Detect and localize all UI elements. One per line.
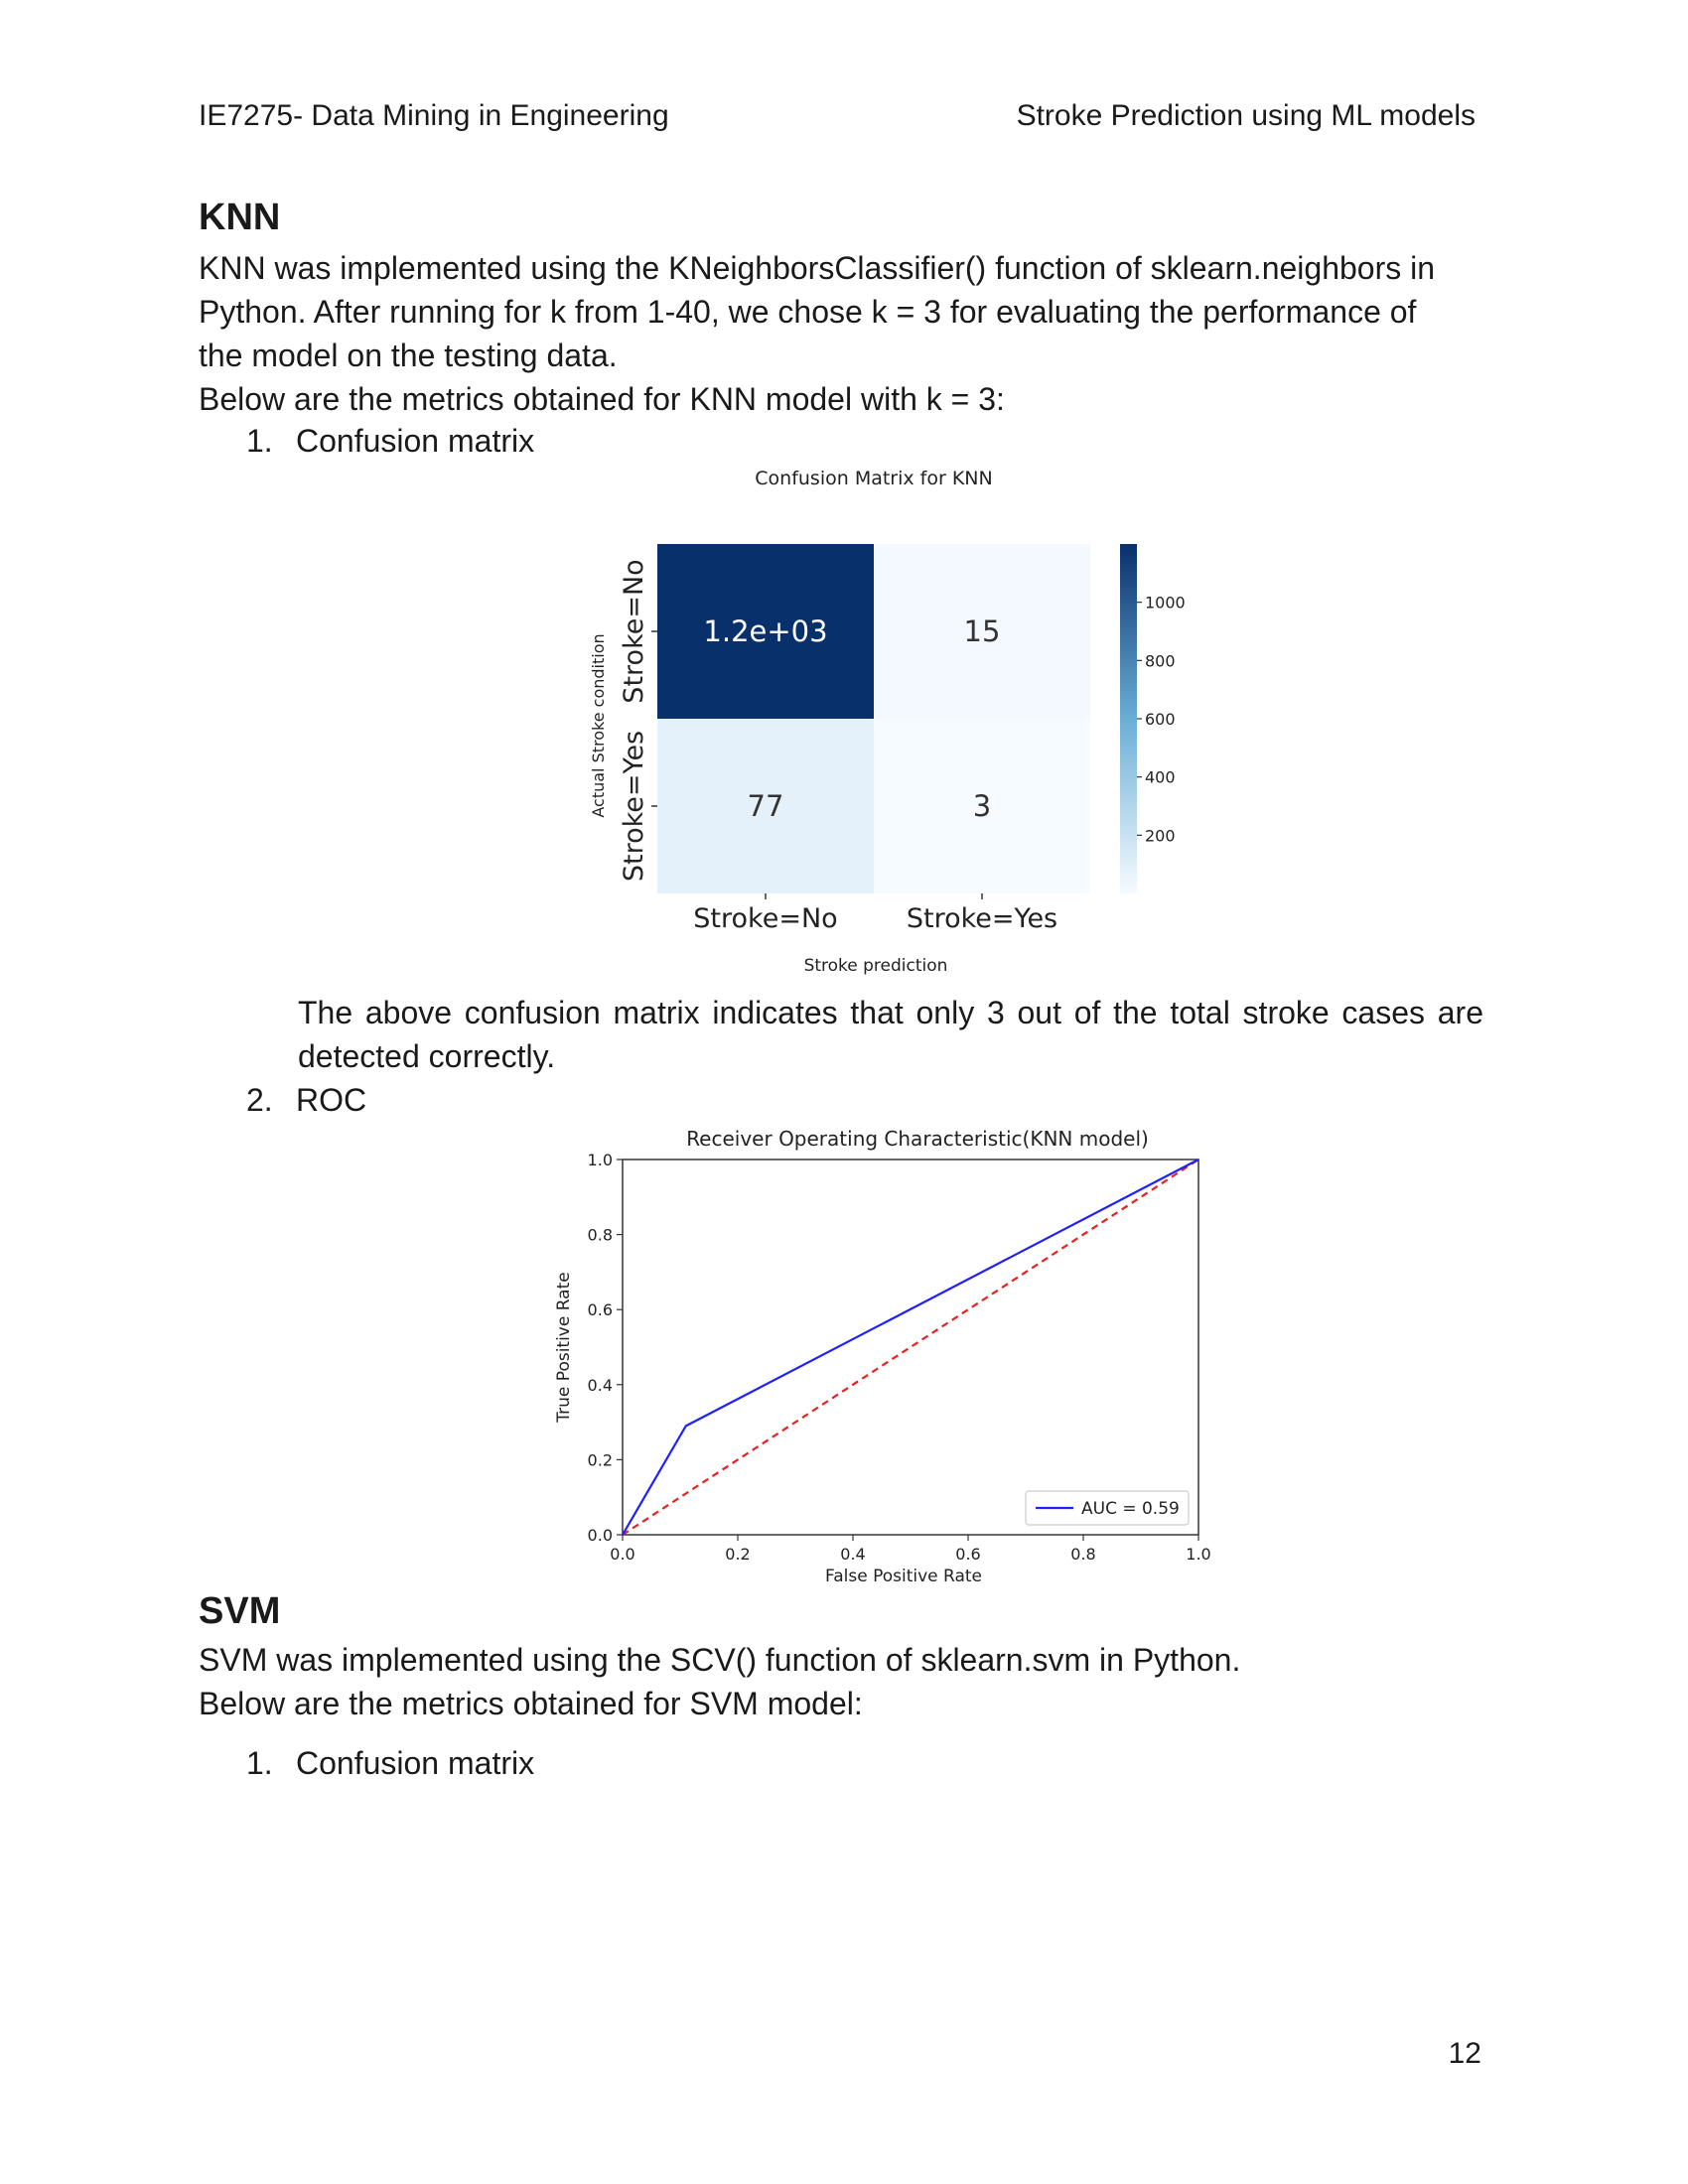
knn-heading: KNN bbox=[199, 197, 281, 238]
cm-xtick-label: Stroke=No bbox=[693, 903, 838, 934]
roc-ytick-label: 0.2 bbox=[587, 1450, 613, 1470]
roc-ytick-label: 0.8 bbox=[587, 1225, 613, 1245]
list-label: ROC bbox=[296, 1082, 367, 1118]
knn-confusion-matrix-chart bbox=[576, 463, 1201, 989]
roc-xtick-label: 0.6 bbox=[955, 1545, 981, 1564]
roc-ytick-label: 0.6 bbox=[587, 1300, 613, 1320]
roc-title: Receiver Operating Characteristic(KNN model) bbox=[686, 1127, 1149, 1151]
roc-xtick-label: 0.2 bbox=[725, 1545, 751, 1564]
roc-chance-line bbox=[623, 1160, 1198, 1535]
cm-colorbar-tick-label: 400 bbox=[1145, 767, 1176, 787]
knn-line-4: Below are the metrics obtained for KNN model with k = 3: bbox=[199, 381, 1005, 417]
cm-colorbar-tick-label: 1000 bbox=[1145, 593, 1186, 613]
knn-list-item-1 bbox=[246, 423, 534, 460]
svm-heading: SVM bbox=[199, 1590, 281, 1632]
header-left: IE7275- Data Mining in Engineering bbox=[199, 99, 669, 132]
roc-xlabel: False Positive Rate bbox=[825, 1567, 982, 1586]
roc-xtick-label: 1.0 bbox=[1186, 1545, 1211, 1564]
cm-cell-label: 15 bbox=[963, 614, 1001, 648]
svm-paragraph bbox=[199, 1638, 1483, 1725]
list-number: 2. bbox=[246, 1082, 273, 1118]
knn-list-item-2 bbox=[246, 1082, 366, 1119]
header-right: Stroke Prediction using ML models bbox=[1016, 99, 1476, 132]
cm-colorbar-tick-label: 200 bbox=[1145, 826, 1176, 846]
cm-note: The above confusion matrix indicates that only 3 out of the total stroke cases are detected correctly. bbox=[298, 995, 1483, 1074]
list-number: 1. bbox=[246, 423, 273, 459]
svm-line-1: SVM was implemented using the SCV() function of sklearn.svm in Python. bbox=[199, 1642, 1241, 1678]
cm-cell-label: 77 bbox=[747, 789, 784, 823]
roc-xtick-label: 0.0 bbox=[610, 1545, 635, 1564]
list-number: 1. bbox=[246, 1745, 273, 1781]
knn-paragraph bbox=[199, 246, 1483, 421]
cm-ylabel: Actual Stroke condition bbox=[589, 633, 608, 818]
roc-ytick-label: 0.4 bbox=[587, 1375, 613, 1395]
knn-line-1: KNN was implemented using the KNeighborsClassifier() function of sklearn.neighbors in bbox=[199, 250, 1436, 286]
list-label: Confusion matrix bbox=[296, 423, 535, 459]
roc-ylabel: True Positive Rate bbox=[554, 1272, 574, 1423]
cm-xlabel: Stroke prediction bbox=[803, 956, 948, 976]
roc-legend-label: AUC = 0.59 bbox=[1081, 1499, 1180, 1519]
roc-ytick-label: 0.0 bbox=[587, 1526, 613, 1545]
roc-xtick-label: 0.4 bbox=[840, 1545, 866, 1564]
knn-line-2: Python. After running for k from 1-40, we chose k = 3 for evaluating the performance of bbox=[199, 294, 1417, 330]
cm-cell-label: 3 bbox=[972, 789, 992, 823]
roc-ytick-label: 1.0 bbox=[587, 1151, 613, 1169]
svm-list-item-1 bbox=[246, 1745, 534, 1782]
cm-ytick-label: Stroke=No bbox=[619, 559, 649, 704]
list-label: Confusion matrix bbox=[296, 1745, 535, 1781]
cm-colorbar bbox=[1120, 544, 1137, 893]
page-number: 12 bbox=[1448, 2037, 1481, 2070]
cm-xtick-label: Stroke=Yes bbox=[906, 903, 1058, 934]
cm-cell-label: 1.2e+03 bbox=[703, 614, 828, 648]
cm-colorbar-tick-label: 800 bbox=[1145, 651, 1176, 671]
cm-title: Confusion Matrix for KNN bbox=[755, 468, 993, 489]
cm-ytick-label: Stroke=Yes bbox=[619, 730, 649, 883]
roc-xtick-label: 0.8 bbox=[1070, 1545, 1096, 1564]
cm-colorbar-tick-label: 600 bbox=[1145, 710, 1176, 729]
svm-line-2: Below are the metrics obtained for SVM model: bbox=[199, 1686, 863, 1721]
knn-roc-chart bbox=[546, 1122, 1231, 1598]
knn-line-3: the model on the testing data. bbox=[199, 338, 618, 373]
